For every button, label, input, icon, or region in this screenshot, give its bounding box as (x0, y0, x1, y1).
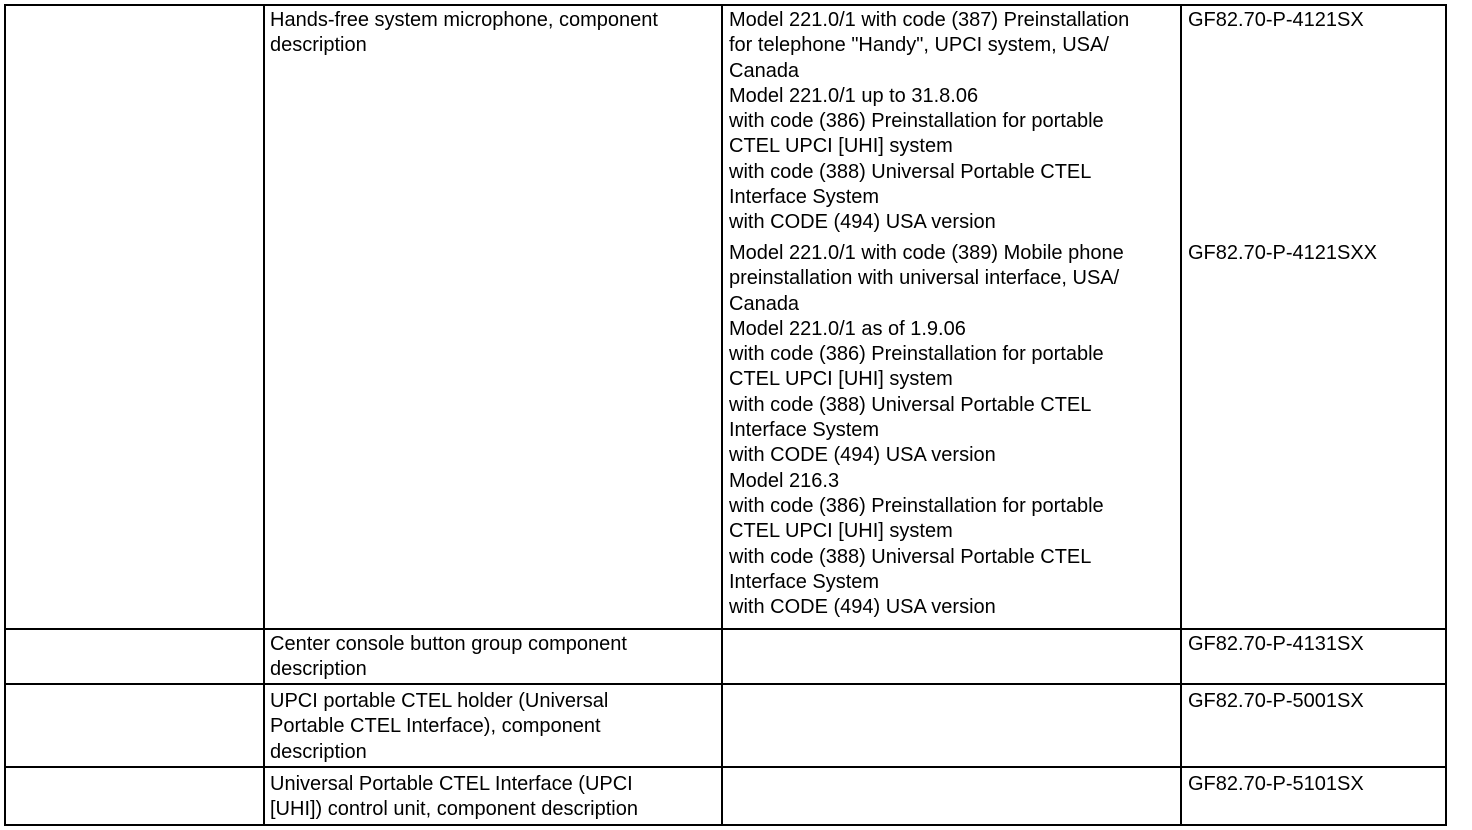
model-text-line: Model 221.0/1 as of 1.9.06 (729, 317, 966, 340)
component-text-line: Universal Portable CTEL Interface (UPCI (270, 773, 633, 795)
row-divider (4, 628, 1447, 630)
doc-reference-cell (1188, 632, 1364, 657)
model-text-line: for telephone "Handy", UPCI system, USA/ (729, 34, 1109, 57)
column-divider (1180, 4, 1182, 826)
component-text-line: description (270, 658, 367, 681)
model-text-line: Interface System (729, 419, 880, 442)
table-border-bottom (4, 824, 1447, 826)
column-divider (721, 4, 723, 826)
component-cell (270, 689, 608, 765)
model-text-line: CTEL UPCI [UHI] system (729, 520, 953, 543)
model-text-line: with code (388) Universal Portable CTEL (729, 545, 1092, 568)
doc-reference-cell (1188, 8, 1364, 33)
model-text-line: with CODE (494) USA version (729, 596, 996, 619)
doc-reference-cell (1188, 241, 1377, 266)
doc-reference-link[interactable]: GF82.70-P-5101SX (1188, 773, 1364, 795)
model-text-line: Canada (729, 292, 800, 315)
model-text-line: with CODE (494) USA version (729, 211, 996, 234)
doc-reference-cell (1188, 772, 1364, 797)
model-text-line: with code (386) Preinstallation for portable (729, 110, 1104, 133)
model-text-line: preinstallation with universal interface, USA/ (729, 267, 1120, 290)
component-text-line: Hands-free system microphone, component (270, 9, 658, 31)
component-text-line: UPCI portable CTEL holder (Universal (270, 690, 609, 712)
component-cell (270, 632, 627, 683)
column-divider (263, 4, 265, 826)
model-text-line: Interface System (729, 186, 880, 209)
table-border-top (4, 4, 1447, 6)
model-text-line: CTEL UPCI [UHI] system (729, 368, 953, 391)
model-text-line: with code (386) Preinstallation for portable (729, 343, 1104, 366)
model-text-line: with code (386) Preinstallation for portable (729, 494, 1104, 517)
table-border-right (1445, 4, 1447, 826)
doc-reference-link[interactable]: GF82.70-P-4121SXX (1188, 242, 1377, 264)
doc-reference-cell (1188, 689, 1364, 714)
model-text-line: with code (388) Universal Portable CTEL (729, 160, 1092, 183)
component-text-line: Portable CTEL Interface), component (270, 715, 601, 738)
component-text-line: description (270, 740, 367, 763)
model-text-line: CTEL UPCI [UHI] system (729, 135, 953, 158)
doc-reference-link[interactable]: GF82.70-P-4121SX (1188, 9, 1364, 31)
component-cell (270, 772, 638, 823)
model-text-line: Canada (729, 59, 800, 82)
model-text-line: Model 221.0/1 up to 31.8.06 (729, 84, 979, 107)
component-table (4, 4, 1447, 826)
component-text-line: description (270, 34, 367, 57)
model-text-line: Model 216.3 (729, 469, 840, 492)
component-text-line: Center console button group component (270, 633, 627, 655)
model-text-line: Model 221.0/1 with code (389) Mobile phone (729, 242, 1124, 264)
model-text-line: with CODE (494) USA version (729, 444, 996, 467)
table-border-left (4, 4, 6, 826)
row-divider (4, 766, 1447, 768)
row-divider (4, 683, 1447, 685)
doc-reference-link[interactable]: GF82.70-P-4131SX (1188, 633, 1364, 655)
doc-reference-link[interactable]: GF82.70-P-5001SX (1188, 690, 1364, 712)
model-text-line: Interface System (729, 570, 880, 593)
model-text-line: Model 221.0/1 with code (387) Preinstallation (729, 9, 1130, 31)
model-applicability-cell (729, 241, 1124, 620)
model-applicability-cell (729, 8, 1129, 236)
component-cell (270, 8, 658, 59)
model-text-line: with code (388) Universal Portable CTEL (729, 393, 1092, 416)
component-text-line: [UHI]) control unit, component description (270, 798, 638, 821)
